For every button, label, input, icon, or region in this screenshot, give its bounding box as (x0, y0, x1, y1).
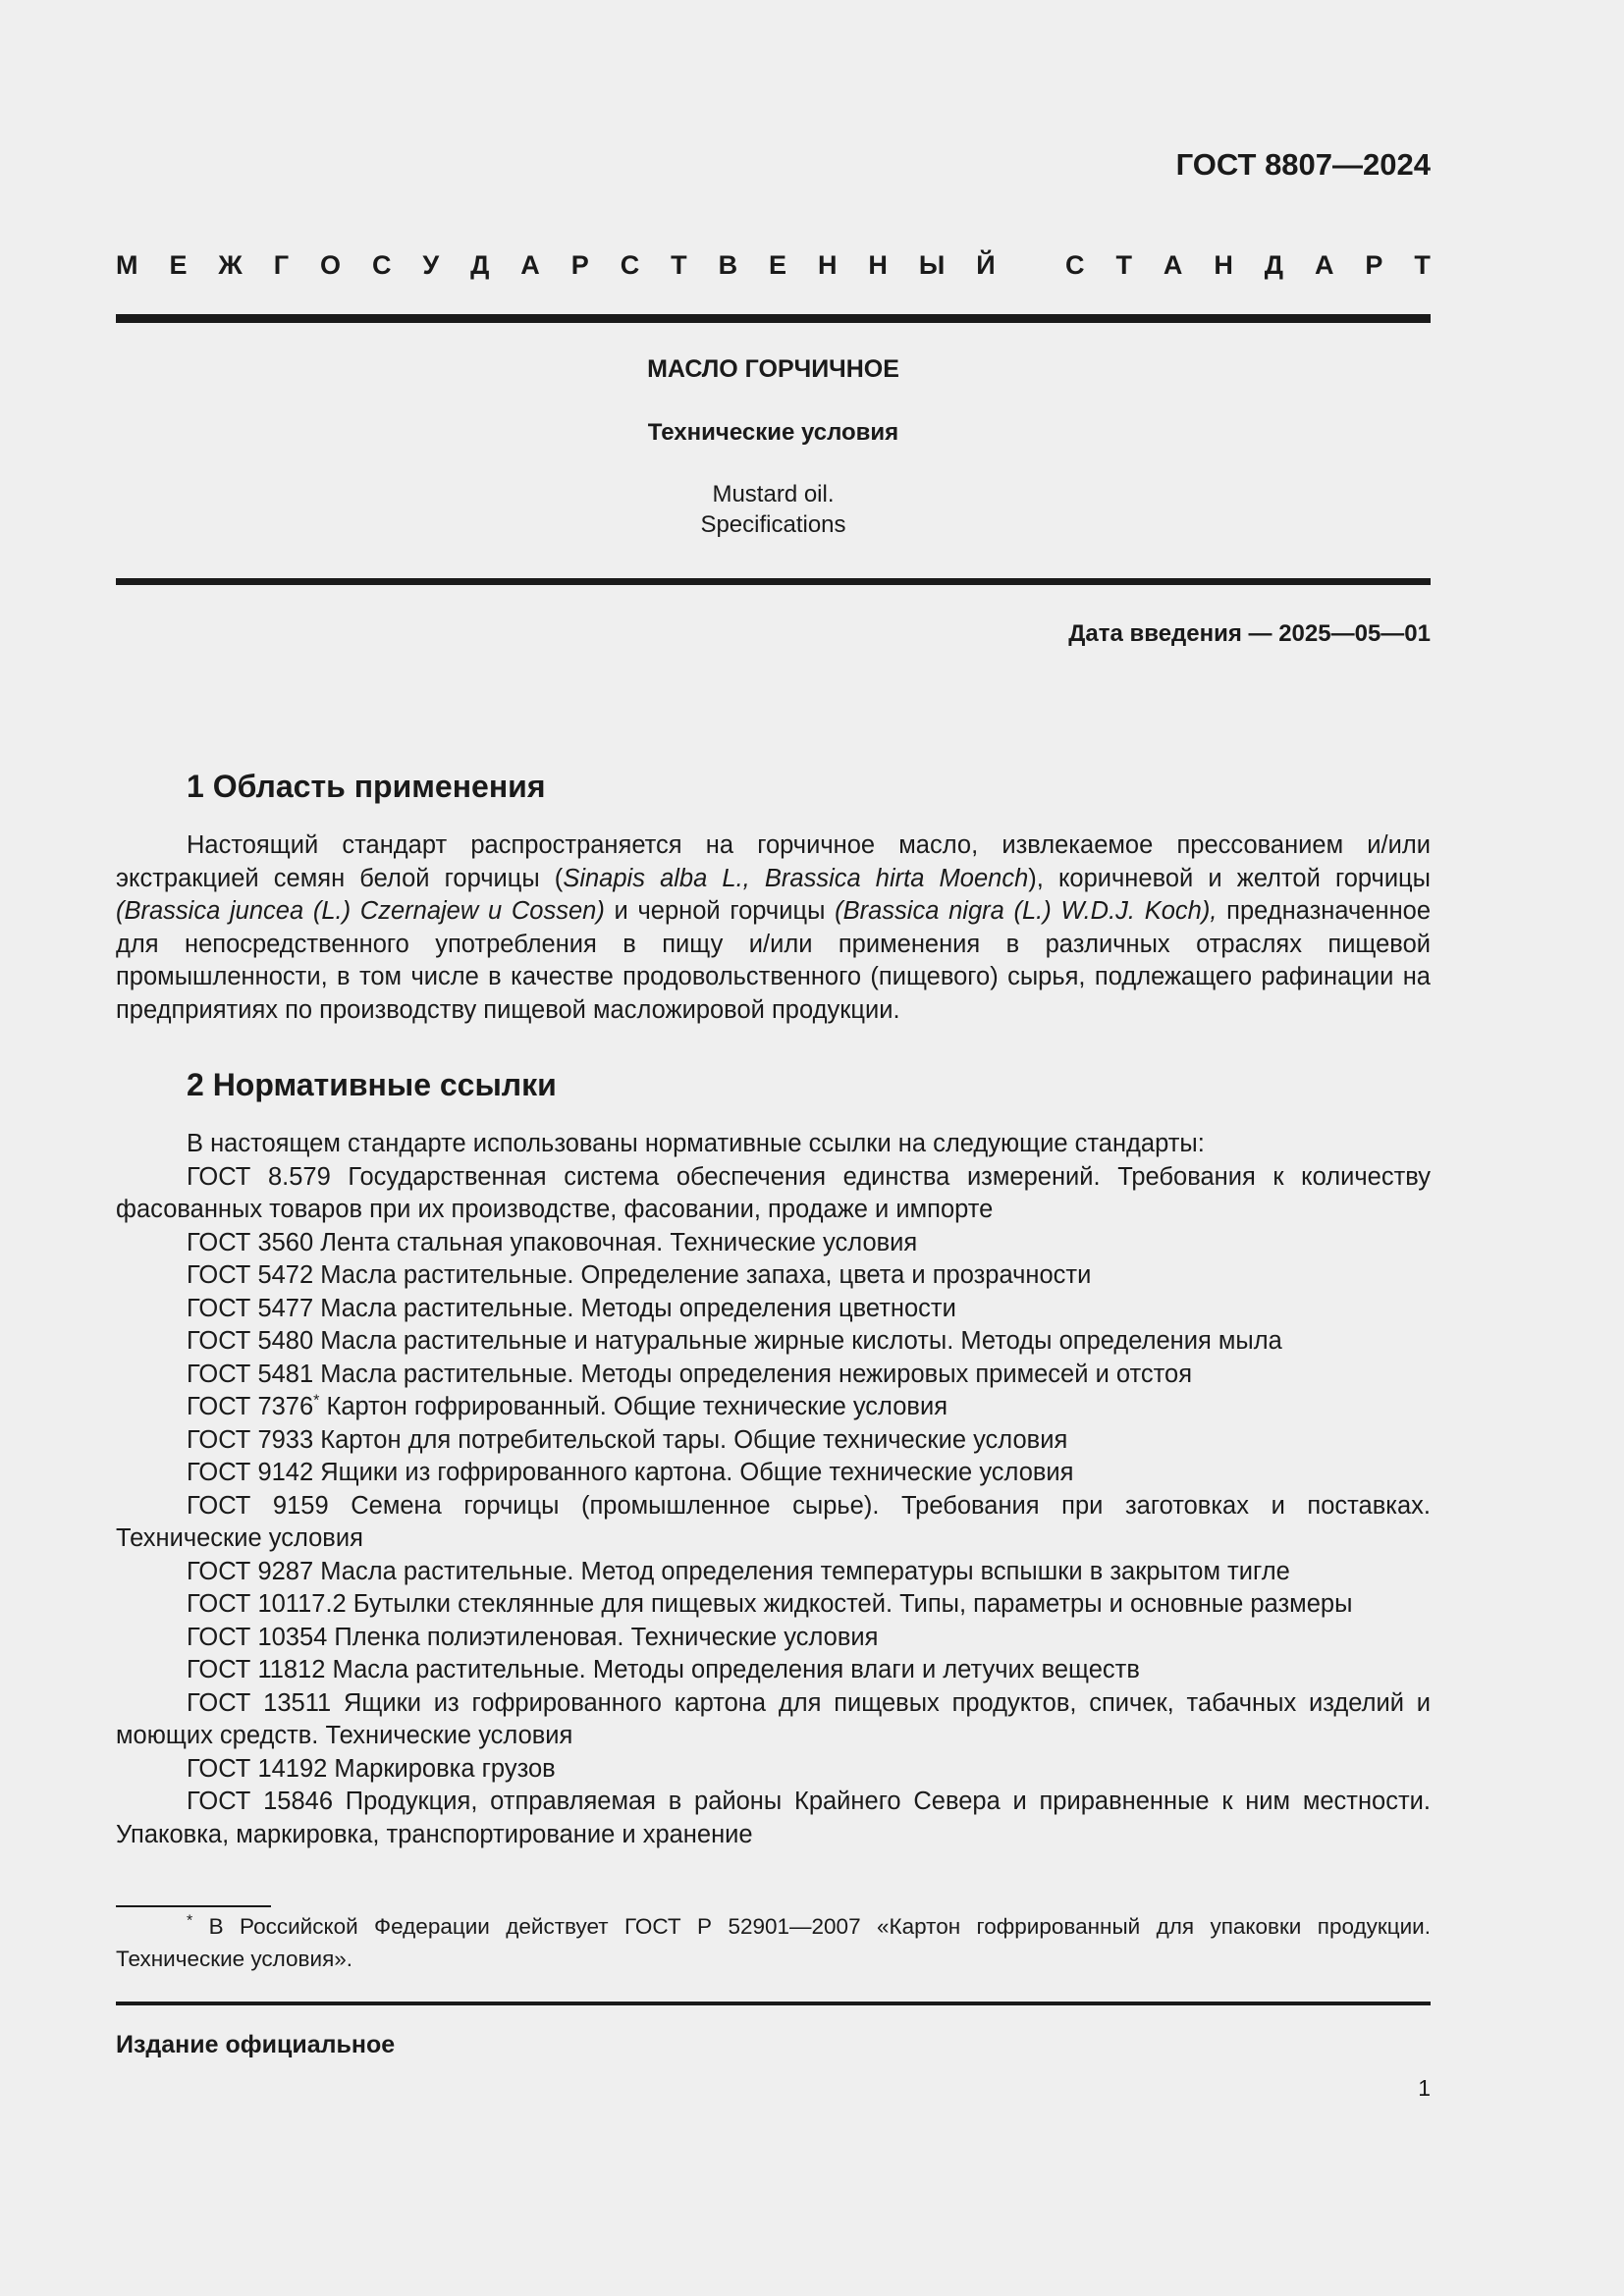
standard-type-letter: Р (570, 250, 589, 280)
document-number: ГОСТ 8807—2024 (1175, 147, 1431, 182)
standard-type-letter: Н (817, 250, 838, 280)
standard-type-letter: В (718, 250, 738, 280)
standard-type-letter: О (319, 250, 341, 280)
standard-type-letter: Й (976, 250, 996, 280)
official-edition-label: Издание официальное (116, 2031, 396, 2058)
standard-type-letter: А (520, 250, 540, 280)
standard-type-letter: Н (1214, 250, 1233, 280)
section-heading-references: 2 Нормативные ссылки (187, 1067, 557, 1102)
scope-text-start: Настоящий стандарт распространяется на горчичное масло, извлекаемое прессованием и/или экстракцией семян белой горчицы ( (116, 831, 1431, 892)
standard-type-letter: Ы (918, 250, 946, 280)
scope-text-end: предназначенное для непосредственного употребления в пищу и/или применения в различных отраслях пищевой промышленности, в том числе в качестве продовольственного (пищевого) сырья, подлежащего рафинации на предприятиях по производству пищевой масложировой продукции. (116, 897, 1432, 1024)
middle-rule (116, 578, 1431, 585)
standard-type-letter: Д (470, 250, 490, 280)
footnote (116, 1910, 1431, 1975)
standard-type-gap (1027, 250, 1035, 281)
scope-text-italic-2: (Brassica juncea (L.) Czernajew и Cossen) (116, 897, 605, 925)
reference-item: ГОСТ 9287 Масла растительные. Метод определения температуры вспышки в закрытом тигле (187, 1557, 1290, 1585)
reference-item: ГОСТ 7933 Картон для потребительской тары. Общие технические условия (187, 1425, 1068, 1454)
bottom-rule (116, 2002, 1431, 2005)
standard-type-letter: Т (671, 250, 687, 280)
document-subtitle: Технические условия (647, 419, 899, 446)
reference-item: ГОСТ 5480 Масла растительные и натуральные жирные кислоты. Методы определения мыла (187, 1327, 1282, 1355)
standard-type-letter: М (116, 250, 138, 280)
reference-item: ГОСТ 13511 Ящики из гофрированного картона для пищевых продуктов, спичек, табачных изделий и моющих средств. Технические условия (116, 1688, 1431, 1749)
standard-type-letter: Е (769, 250, 787, 280)
top-rule (116, 314, 1431, 323)
standard-type-letter: А (1314, 250, 1334, 280)
footnote-mark: * (313, 1392, 320, 1410)
scope-text-italic-1: Sinapis alba L., Brassica hirta Moench (563, 864, 1029, 892)
standard-type (116, 250, 1431, 281)
reference-item: ГОСТ 14192 Маркировка грузов (187, 1754, 556, 1783)
english-title-line1: Mustard oil. (712, 481, 835, 507)
scope-text-italic-3: (Brassica nigra (L.) W.D.J. Koch), (835, 897, 1218, 925)
page-number: 1 (1418, 2075, 1431, 2101)
reference-item: ГОСТ 5472 Масла растительные. Определение запаха, цвета и прозрачности (187, 1261, 1092, 1289)
standard-type-letter: А (1163, 250, 1183, 280)
standard-type-letter: Ж (218, 250, 243, 280)
document-title: МАСЛО ГОРЧИЧНОЕ (647, 355, 899, 383)
standard-type-letter: Н (868, 250, 888, 280)
footnote-mark: * (187, 1912, 193, 1930)
reference-item: ГОСТ 15846 Продукция, отправляемая в районы Крайнего Севера и приравненные к ним местности. Упаковка, маркировка, транспортирование и хранение (116, 1788, 1431, 1848)
footnote-body (116, 1910, 1431, 1975)
scope-text-mid-1: ), коричневой и желтой горчицы (1028, 864, 1431, 892)
reference-item: ГОСТ 10354 Пленка полиэтиленовая. Технические условия (187, 1623, 879, 1651)
reference-item: ГОСТ 10117.2 Бутылки стеклянные для пищевых жидкостей. Типы, параметры и основные размеры (187, 1590, 1353, 1618)
standard-type-letter: У (422, 250, 440, 280)
document-page (116, 0, 1431, 2296)
scope-paragraph (116, 829, 1431, 1027)
reference-item: ГОСТ 11812 Масла растительные. Методы определения влаги и летучих веществ (187, 1656, 1140, 1683)
standard-type-letter: Д (1264, 250, 1283, 280)
section-heading-scope: 1 Область применения (187, 769, 546, 804)
reference-text: Картон гофрированный. Общие технические условия (319, 1393, 947, 1420)
standard-type-letters (116, 250, 1431, 281)
references-list (116, 1128, 1431, 1851)
standard-type-letter: Т (1414, 250, 1431, 280)
standard-type-letter: Р (1365, 250, 1383, 280)
introduction-date: Дата введения — 2025—05—01 (1068, 620, 1431, 647)
english-title (116, 479, 1431, 540)
reference-item: ГОСТ 9142 Ящики из гофрированного картона. Общие технические условия (187, 1459, 1074, 1486)
reference-item: ГОСТ 5481 Масла растительные. Методы определения нежировых примесей и отстоя (187, 1360, 1193, 1388)
footnote-text: В Российской Федерации действует ГОСТ Р 52901—2007 «Картон гофрированный для упаковки продукции. Технические условия». (116, 1914, 1431, 1971)
standard-type-letter: С (371, 250, 392, 280)
standard-type-letter: Г (273, 250, 290, 280)
reference-item: ГОСТ 5477 Масла растительные. Методы определения цветности (187, 1294, 956, 1322)
standard-type-letter: С (1065, 250, 1085, 280)
english-title-line2: Specifications (700, 511, 846, 538)
reference-item: ГОСТ 3560 Лента стальная упаковочная. Технические условия (187, 1228, 918, 1256)
standard-type-letter: С (620, 250, 640, 280)
reference-item: ГОСТ 9159 Семена горчицы (промышленное сырье). Требования при заготовках и поставках. Технические условия (116, 1491, 1431, 1552)
reference-item: ГОСТ 8.579 Государственная система обеспечения единства измерений. Требования к количеству фасованных товаров при их производстве, фасовании, продаже и импорте (116, 1162, 1431, 1223)
references-intro: В настоящем стандарте использованы нормативные ссылки на следующие стандарты: (187, 1130, 1205, 1157)
standard-type-letter: Е (169, 250, 188, 280)
standard-type-letter: Т (1115, 250, 1132, 280)
reference-item-7376 (116, 1391, 1431, 1424)
footnote-rule (116, 1905, 271, 1907)
scope-text-mid-2: и черной горчицы (604, 897, 836, 925)
reference-code: ГОСТ 7376 (187, 1393, 314, 1420)
